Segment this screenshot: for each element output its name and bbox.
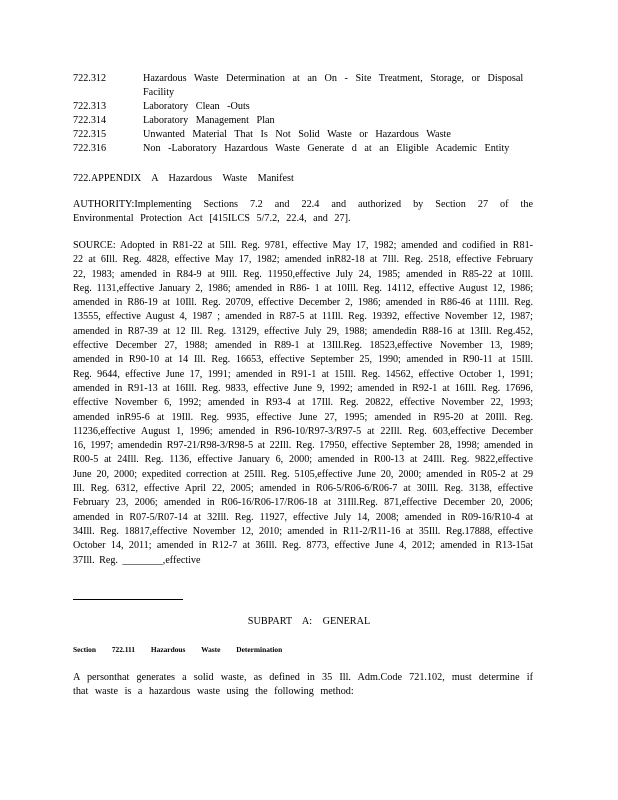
source-text: SOURCE: Adopted in R81-22 at 5Ill. Reg. 9781, effective May 17, 1982; amended and codified in R81-22 at 6Ill. Reg. 4828, effective May 17, 1982; amended inR82-18 at 7Ill. Reg. 2518, effective February 22, 1983; amended in R84-9 at 9Ill. Reg. 11950,effective July 24, 1985; amended in R85-22 at 10Ill. Reg. 1131,effective January 2, 1986; amended in R86- 1 at 10Ill. Reg. 14112, effective August 12, 1986; amended in R86-19 at 10Ill. Reg. 20709, effective December 2, 1986; amended in R86-46 at 11Ill. Reg. 13555, effective August 4, 1987 ; amended in R87-5 at 11Ill. Reg. 19392, effective November 12, 1987; amended in R87-39 at 12 Ill. Reg. 13129, effective July 29, 1988; amendedin R88-16 at 13Ill. Reg.452, effective December 27, 1988; amended in R89-1 at 13Ill.Reg. 18523,effective November 13, 1989; amended in R90-10 at 14 Ill. Reg. 16653, effective September 25, 1990; amended in R90-11 at 15Ill. Reg. 9644, effective June 17, 1991; amended in R91-1 at 15Ill. Reg. 14562, effective October 1, 1991; amended in R91-13 at 16Ill. Reg. 9833, effective June 9, 1992; amended in R92-1 at 16Ill. Reg. 17696, effective November 6, 1992; amended in R93-4 at 17Ill. Reg. 20822, effective November 22, 1993; amended inR95-6 at 19Ill. Reg. 9935, effective June 27, 1995; amended in R95-20 at 20Ill. Reg. 11236,effective August 1, 1996; amended in R96-10/R97-3/R97-5 at 22Ill. Reg. 603,effective December 16, 1997; amendedin R97-21/R98-3/R98-5 at 22Ill. Reg. 17950, effective September 28, 1998; amended in R00-5 at 24Ill. Reg. 1136, effective January 6, 2000; amended in R00-13 at 24Ill. Reg. 9822,effective June 20, 2000; expedited correction at 25Ill. Reg. 5105,effective June 20, 2000; amended in R05-2 at 29 Ill. Reg. 6312, effective April 22, 2005; amended in R06-5/R06-6/R06-7 at 30Ill. Reg. 3138, effective February 23, 2006; amended in R06-16/R06-17/R06-18 at 31Ill.Reg. 871,effective December 20, 2006; amended in R07-5/R07-14 at 32Ill. Reg. 11927, effective July 14, 2008; amended in R09-16/R10-4 at 34Ill. Reg. 18817,effective November 12, 2010; amended in R11-2/R11-16 at 35Ill. Reg.17888, effective October 14, 2011; amended in R12-7 at 36Ill. Reg. 8773, effective June 4, 2012; amended in R13-15at 37Ill. Reg. ________,effective (73, 240, 533, 566)
source-end-text (73, 591, 116, 601)
toc-section-number: 722.315 (73, 129, 107, 140)
appendix-entry: 722.APPENDIX A Hazardous Waste Manifest (73, 173, 294, 184)
toc-section-number: 722.313 (73, 101, 107, 112)
toc-entry (73, 100, 553, 114)
toc-section-title: Laboratory Clean -Outs (143, 101, 250, 112)
toc-section-title: Hazardous Waste Determination at an On - Site Treatment, Storage, or Disposal Facility (143, 73, 524, 98)
toc-entry (73, 72, 553, 100)
toc-entry (73, 128, 553, 142)
section-heading: Section 722.111 Hazardous Waste Determination (73, 645, 283, 654)
toc-entry (73, 142, 553, 156)
toc-section-number: 722.314 (73, 115, 107, 126)
toc-section-title: Unwanted Material That Is Not Solid Waste or Hazardous Waste (143, 129, 451, 140)
toc-entry (73, 114, 553, 128)
body-paragraph: A personthat generates a solid waste, as defined in 35 Ill. Adm.Code 721.102, must determine if that waste is a hazardous waste using the following method: (73, 672, 533, 697)
toc-section-number: 722.316 (73, 143, 107, 154)
subpart-heading: SUBPART A: GENERAL (247, 616, 371, 627)
toc-section-title: Non -Laboratory Hazardous Waste Generate d at an Eligible Academic Entity (143, 143, 510, 154)
source-note (73, 239, 533, 568)
toc-section-title: Laboratory Management Plan (143, 115, 275, 126)
authority-note: AUTHORITY:Implementing Sections 7.2 and 22.4 and authorized by Section 27 of the Environmental Protection Act [415ILCS 5/7.2, 22.4, and 27]. (73, 199, 533, 224)
toc-section-number: 722.312 (73, 73, 107, 84)
table-of-contents (73, 72, 553, 156)
